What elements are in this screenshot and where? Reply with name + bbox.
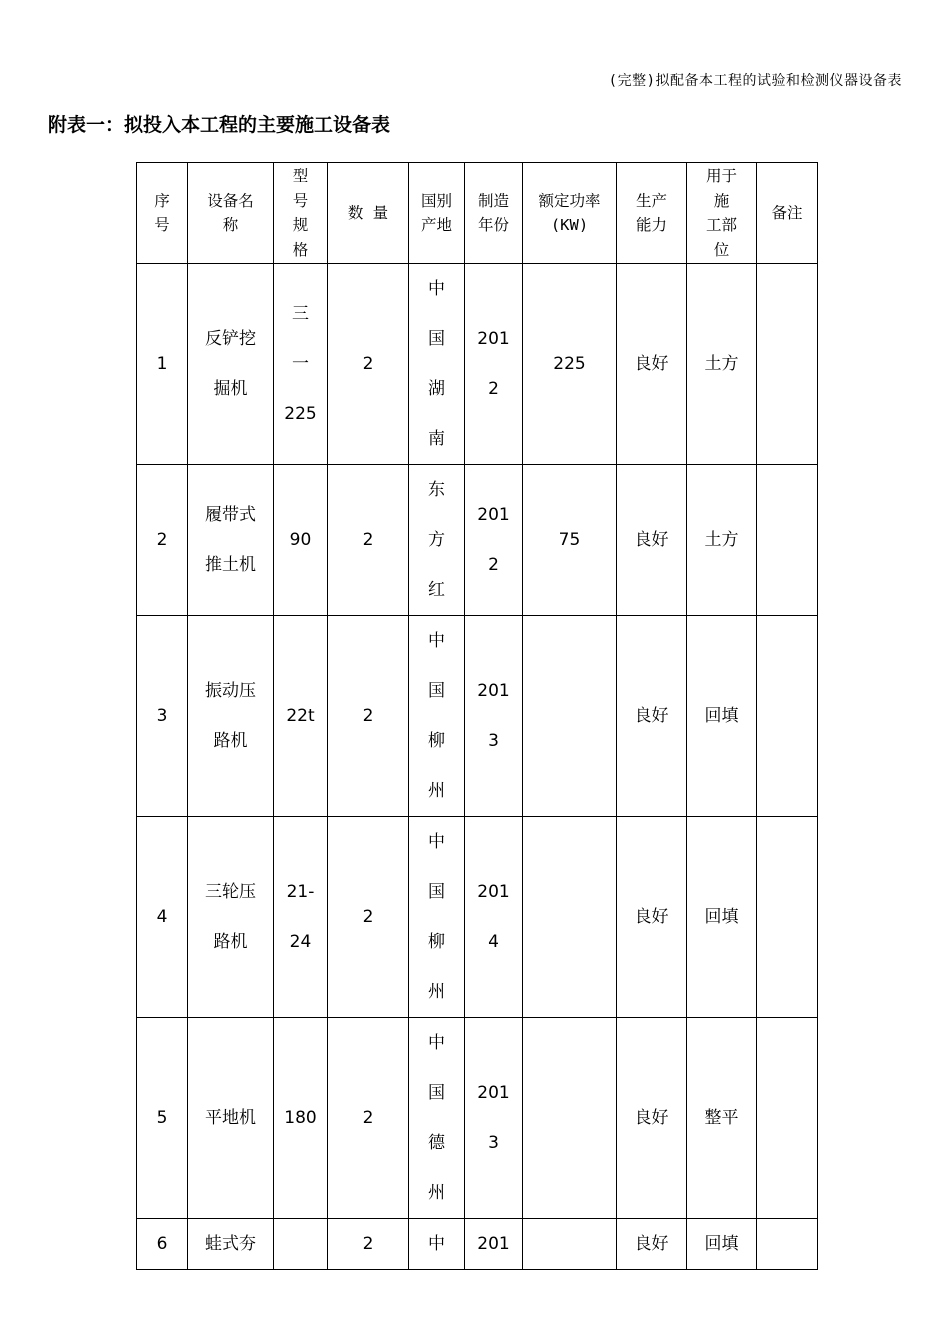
- table-row: [137, 1018, 818, 1219]
- cell-model: 21- 24: [274, 817, 328, 1018]
- table-row: [137, 817, 818, 1018]
- cell-index: 6: [137, 1219, 188, 1270]
- cell-remarks: [757, 465, 818, 616]
- cell-remarks: [757, 1018, 818, 1219]
- cell-year: 201 2: [465, 264, 523, 465]
- cell-index: 4: [137, 817, 188, 1018]
- cell-power: 75: [523, 465, 617, 616]
- cell-capacity: 良好: [617, 465, 687, 616]
- cell-quantity: 2: [328, 1018, 409, 1219]
- cell-origin: 中 国 柳 州: [409, 616, 465, 817]
- col-header-capacity: 生产 能力: [617, 163, 687, 264]
- cell-remarks: [757, 817, 818, 1018]
- cell-power: 225: [523, 264, 617, 465]
- cell-name: 平地机: [188, 1018, 274, 1219]
- running-header: (完整)拟配备本工程的试验和检测仪器设备表: [608, 73, 902, 89]
- cell-origin: 中 国 柳 州: [409, 817, 465, 1018]
- cell-usage: 回填: [687, 1219, 757, 1270]
- table-row: [137, 465, 818, 616]
- col-header-name: 设备名 称: [188, 163, 274, 264]
- col-header-model: 型 号 规 格: [274, 163, 328, 264]
- cell-usage: 整平: [687, 1018, 757, 1219]
- cell-power: [523, 1018, 617, 1219]
- cell-remarks: [757, 616, 818, 817]
- table-row: [137, 1219, 818, 1270]
- cell-name: 反铲挖 掘机: [188, 264, 274, 465]
- cell-model: 三 一 225: [274, 264, 328, 465]
- table-header-row: [137, 163, 818, 264]
- cell-origin: 东 方 红: [409, 465, 465, 616]
- cell-name: 振动压 路机: [188, 616, 274, 817]
- cell-usage: 回填: [687, 616, 757, 817]
- cell-capacity: 良好: [617, 817, 687, 1018]
- table-row: [137, 616, 818, 817]
- cell-name: 蛙式夯: [188, 1219, 274, 1270]
- col-header-quantity: 数 量: [328, 163, 409, 264]
- cell-year: 201: [465, 1219, 523, 1270]
- cell-year: 201 2: [465, 465, 523, 616]
- cell-quantity: 2: [328, 264, 409, 465]
- cell-index: 2: [137, 465, 188, 616]
- cell-model: 22t: [274, 616, 328, 817]
- cell-remarks: [757, 264, 818, 465]
- cell-quantity: 2: [328, 1219, 409, 1270]
- cell-model: [274, 1219, 328, 1270]
- cell-remarks: [757, 1219, 818, 1270]
- cell-power: [523, 1219, 617, 1270]
- cell-year: 201 4: [465, 817, 523, 1018]
- cell-capacity: 良好: [617, 616, 687, 817]
- cell-capacity: 良好: [617, 264, 687, 465]
- cell-power: [523, 616, 617, 817]
- cell-model: 180: [274, 1018, 328, 1219]
- col-header-power: 额定功率 (KW): [523, 163, 617, 264]
- cell-quantity: 2: [328, 465, 409, 616]
- cell-year: 201 3: [465, 616, 523, 817]
- col-header-origin: 国别 产地: [409, 163, 465, 264]
- equipment-table: [136, 162, 818, 1270]
- cell-capacity: 良好: [617, 1219, 687, 1270]
- cell-index: 3: [137, 616, 188, 817]
- cell-power: [523, 817, 617, 1018]
- cell-index: 5: [137, 1018, 188, 1219]
- cell-quantity: 2: [328, 616, 409, 817]
- cell-model: 90: [274, 465, 328, 616]
- cell-origin: 中 国 德 州: [409, 1018, 465, 1219]
- cell-origin: 中 国 湖 南: [409, 264, 465, 465]
- col-header-year: 制造 年份: [465, 163, 523, 264]
- cell-name: 三轮压 路机: [188, 817, 274, 1018]
- cell-origin: 中: [409, 1219, 465, 1270]
- col-header-index: 序 号: [137, 163, 188, 264]
- col-header-remarks: 备注: [757, 163, 818, 264]
- cell-usage: 回填: [687, 817, 757, 1018]
- cell-usage: 土方: [687, 465, 757, 616]
- cell-usage: 土方: [687, 264, 757, 465]
- cell-quantity: 2: [328, 817, 409, 1018]
- table-row: [137, 264, 818, 465]
- cell-capacity: 良好: [617, 1018, 687, 1219]
- cell-index: 1: [137, 264, 188, 465]
- cell-name: 履带式 推土机: [188, 465, 274, 616]
- cell-year: 201 3: [465, 1018, 523, 1219]
- col-header-usage: 用于 施 工部 位: [687, 163, 757, 264]
- page-title: 附表一：拟投入本工程的主要施工设备表: [48, 114, 391, 136]
